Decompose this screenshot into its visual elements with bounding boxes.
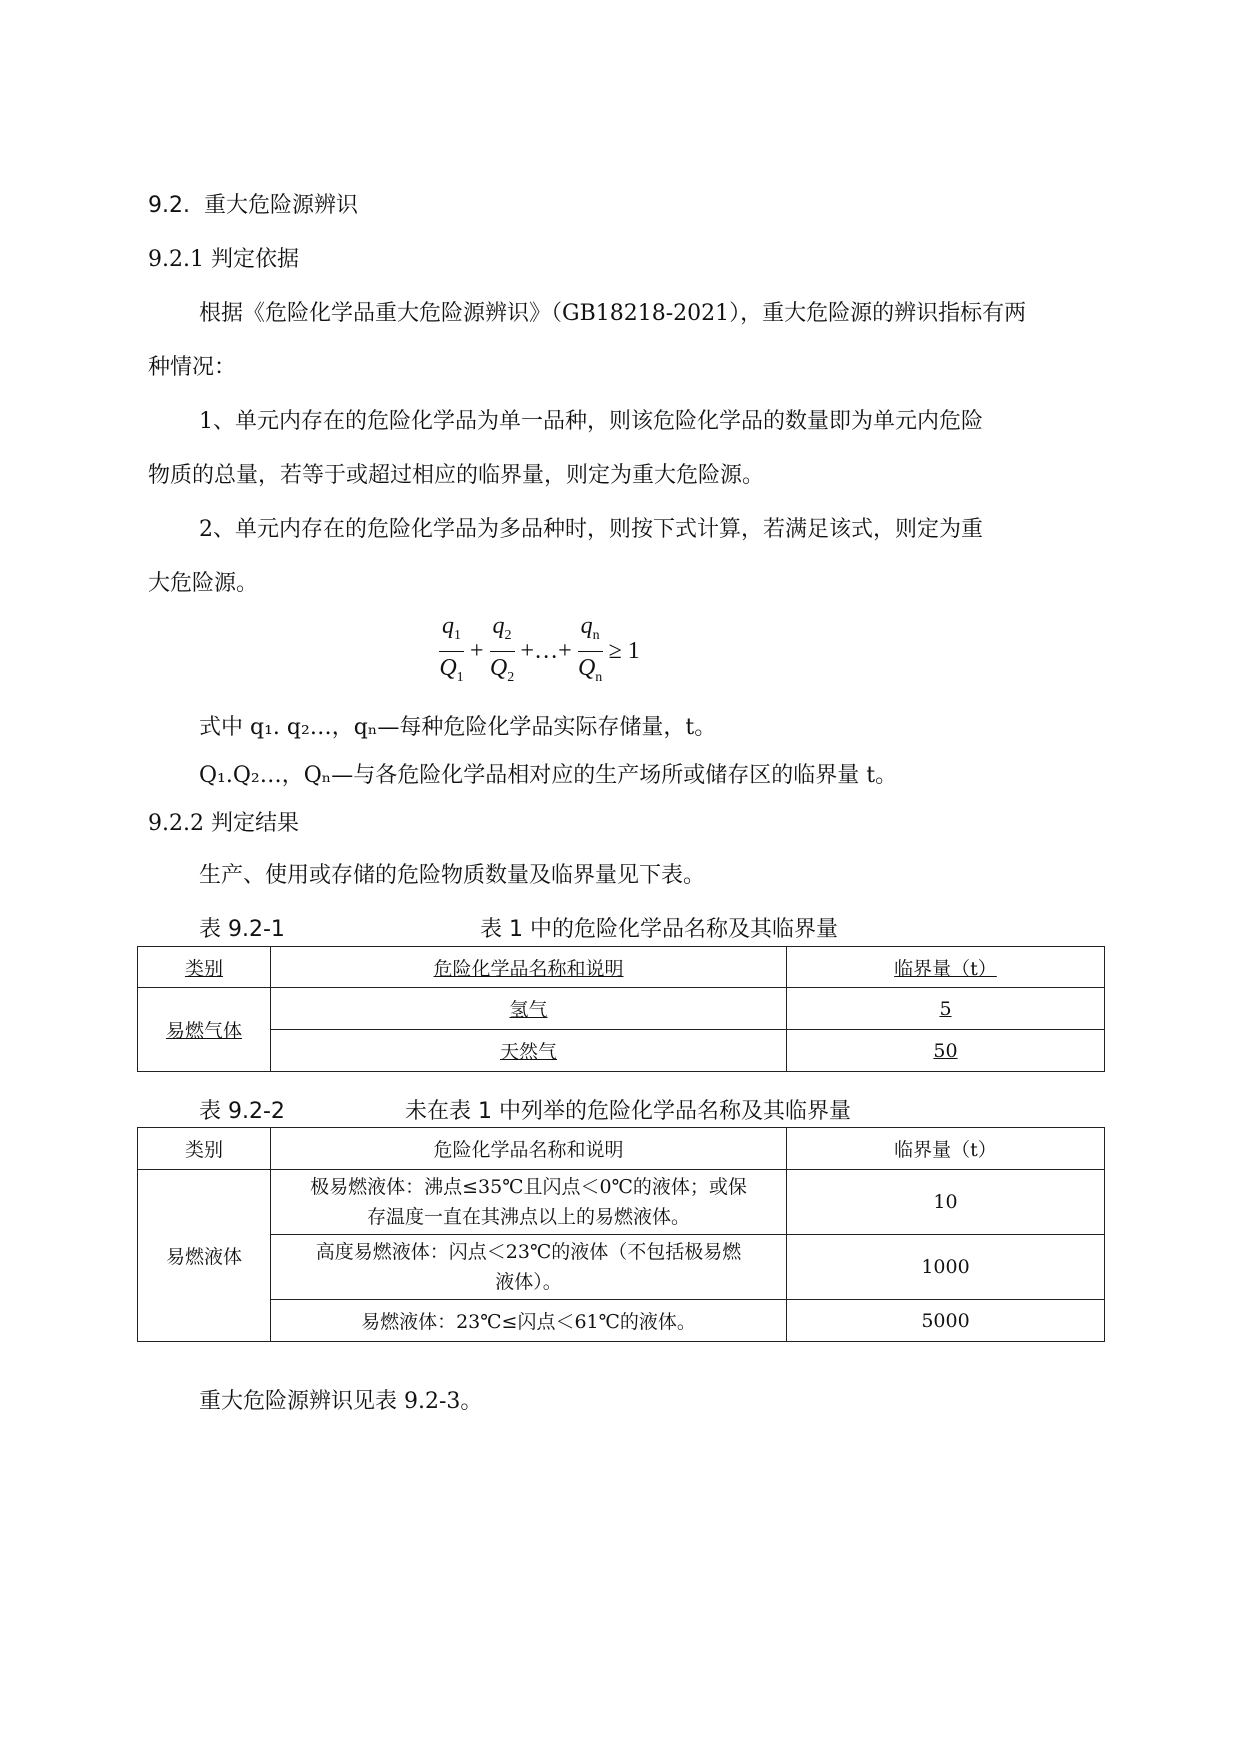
critical-quantity: 10: [787, 1170, 1105, 1235]
table-critical-quantities-listed: [137, 946, 1105, 1072]
subsection-heading-basis: 9.2.1 判定依据: [148, 247, 299, 272]
category-cell: 易燃液体: [138, 1170, 271, 1342]
closing-paragraph: 重大危险源辨识见表 9.2-3。: [199, 1389, 483, 1414]
plus-ellipsis: +…+: [520, 638, 572, 665]
section-number: 9.2.: [148, 193, 190, 218]
critical-quantity: 1000: [787, 1235, 1105, 1300]
section-heading: [148, 188, 358, 219]
column-header: 临界量（t）: [894, 957, 997, 980]
paragraph-line: 2、单元内存在的危险化学品为多品种时，则按下式计算，若满足该式，则定为重: [199, 517, 983, 542]
chemical-name: 氢气: [509, 999, 548, 1021]
chemical-description: 高度易燃液体：闪点＜23℃的液体（不包括极易燃 液体）。: [271, 1235, 787, 1300]
paragraph-line: 种情况：: [148, 355, 237, 380]
fraction: $\frac{q_2}{Q_2}$: [489, 613, 515, 685]
table-critical-quantities-unlisted: [137, 1127, 1105, 1342]
plus-sign: +: [470, 638, 484, 665]
column-header: 类别: [184, 957, 223, 980]
column-header: 临界量（t）: [787, 1128, 1105, 1170]
table-row: [138, 1235, 1105, 1300]
table-header-row: [138, 1128, 1105, 1170]
formula-explanation: Q₁.Q₂…，Qₙ—与各危险化学品相对应的生产场所或储存区的临界量 t。: [199, 763, 898, 788]
column-header: 危险化学品名称和说明: [433, 957, 624, 980]
chemical-name: 天然气: [499, 1041, 557, 1063]
table-row: [138, 1030, 1105, 1072]
relation: ≥ 1: [608, 638, 640, 665]
table-number: 表 9.2-1: [199, 917, 285, 942]
column-header: 危险化学品名称和说明: [271, 1128, 787, 1170]
table-row: [138, 988, 1105, 1030]
identification-formula: [437, 612, 644, 692]
table-row: [138, 1170, 1105, 1235]
chemical-description: 极易燃液体：沸点≤35℃且闪点＜0℃的液体；或保 存温度一直在其沸点以上的易燃液体。: [271, 1170, 787, 1235]
formula-explanation: 式中 q₁. q₂…，qₙ—每种危险化学品实际存储量，t。: [199, 715, 717, 740]
paragraph-line: 物质的总量，若等于或超过相应的临界量，则定为重大危险源。: [148, 463, 765, 488]
section-title: 重大危险源辨识: [203, 193, 358, 218]
table-number: 表 9.2-2: [199, 1099, 285, 1124]
table-row: [138, 1300, 1105, 1342]
category-cell: 易燃气体: [165, 1020, 242, 1042]
fraction: $\frac{q_1}{Q_1}$: [439, 613, 464, 685]
subsection-heading-result: 9.2.2 判定结果: [148, 811, 299, 836]
chemical-description: 易燃液体：23℃≤闪点＜61℃的液体。: [271, 1300, 787, 1342]
column-header: 类别: [138, 1128, 271, 1170]
critical-quantity: 5000: [787, 1300, 1105, 1342]
table-caption: 表 1 中的危险化学品名称及其临界量: [480, 917, 838, 942]
critical-quantity: 5: [939, 997, 952, 1020]
paragraph-line: 根据《危险化学品重大危险源辨识》（GB18218-2021），重大危险源的辨识指标有两: [199, 301, 1027, 326]
fraction: $\frac{q_n}{Q_n}$: [577, 613, 603, 685]
table-caption: 未在表 1 中列举的危险化学品名称及其临界量: [405, 1099, 851, 1124]
table-header-row: [138, 947, 1105, 988]
critical-quantity: 50: [933, 1039, 958, 1062]
paragraph-line: 1、单元内存在的危险化学品为单一品种，则该危险化学品的数量即为单元内危险: [199, 409, 983, 434]
paragraph-line: 大危险源。: [148, 571, 259, 596]
paragraph-line: 生产、使用或存储的危险物质数量及临界量见下表。: [199, 863, 706, 888]
